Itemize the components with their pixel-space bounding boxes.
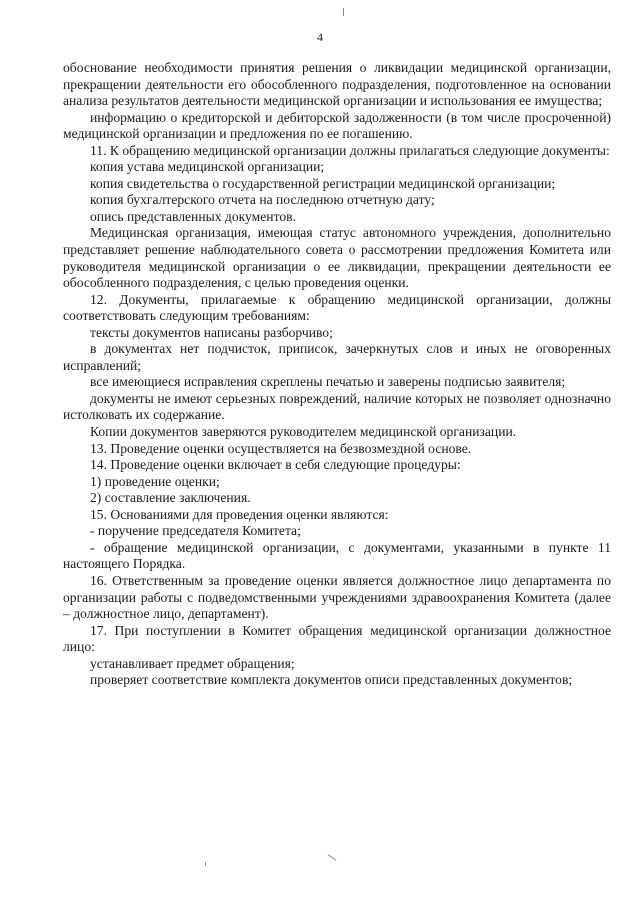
paragraph: копия бухгалтерского отчета на последнюю отчетную дату; [90, 192, 435, 208]
scan-artifact [328, 854, 337, 861]
paragraph: - поручение председателя Комитета; [90, 523, 301, 539]
paragraph: устанавливает предмет обращения; [90, 655, 295, 671]
paragraph: проверяет соответствие комплекта документов описи представленных документов; [90, 672, 573, 688]
paragraph: все имеющиеся исправления скреплены печатью и заверены подписью заявителя; [90, 374, 566, 390]
paragraph: обоснование необходимости принятия решения о ликвидации медицинской организации, прекращении деятельности его обособленного подразделения, подготовленное на основании анализа результатов деятельности медицинской организации и использования ее имущества; [63, 60, 611, 109]
paragraph: 12. Документы, прилагаемые к обращению медицинской организации, должны соответствовать следующим требованиям: [63, 291, 611, 324]
paragraph: тексты документов написаны разборчиво; [90, 324, 333, 340]
document-body [63, 60, 611, 689]
page-number: 4 [317, 30, 323, 44]
scan-artifact [205, 862, 206, 866]
paragraph: копия свидетельства о государственной регистрации медицинской организации; [90, 175, 556, 191]
paragraph: 14. Проведение оценки включает в себя следующие процедуры: [90, 457, 461, 473]
paragraph: 2) составление заключения. [90, 490, 251, 506]
paragraph: 1) проведение оценки; [90, 473, 220, 489]
paragraph: копия устава медицинской организации; [90, 159, 325, 175]
paragraph: 15. Основаниями для проведения оценки являются: [90, 506, 389, 522]
scan-artifact [343, 8, 344, 16]
paragraph: Копии документов заверяются руководителем медицинской организации. [90, 424, 517, 440]
paragraph: 16. Ответственным за проведение оценки является должностное лицо департамента по организации работы с подведомственными учреждениями здравоохранения Комитета (далее – должностное лицо, департамент). [63, 572, 611, 622]
paragraph: документы не имеют серьезных повреждений, наличие которых не позволяет однозначно истолковать их содержание. [63, 390, 611, 423]
paragraph: информацию о кредиторской и дебиторской задолженности (в том числе просроченной) медицинской организации и предложения по ее погашению. [63, 109, 611, 142]
paragraph: 11. К обращению медицинской организации должны прилагаться следующие документы: [90, 142, 610, 158]
paragraph: опись представленных документов. [90, 208, 296, 224]
paragraph: - обращение медицинской организации, с документами, указанными в пункте 11 настоящего Порядка. [63, 539, 611, 572]
paragraph: Медицинская организация, имеющая статус автономного учреждения, дополнительно представляет решение наблюдательного совета о рассмотрении предложения Комитета или руководителя медицинской организации о ее ликвидации, прекращении деятельности ее обособленного подразделения, с целью проведения оценки. [63, 225, 611, 291]
paragraph: 17. При поступлении в Комитет обращения медицинской организации должностное лицо: [63, 622, 611, 655]
paragraph: в документах нет подчисток, приписок, зачеркнутых слов и иных не оговоренных исправлений; [63, 341, 611, 373]
paragraph: 13. Проведение оценки осуществляется на безвозмездной основе. [90, 440, 472, 456]
